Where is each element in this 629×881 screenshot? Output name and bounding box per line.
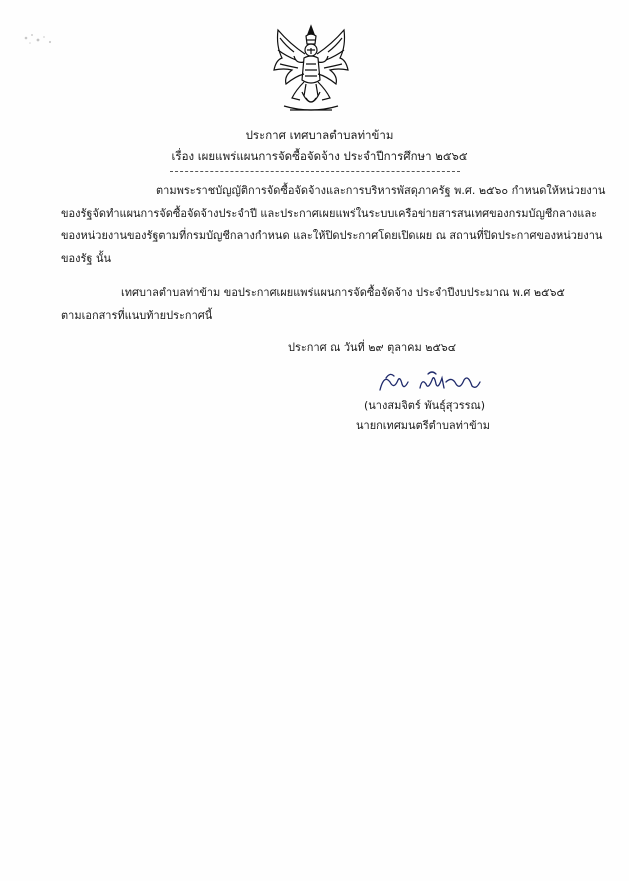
garuda-emblem-icon (270, 24, 352, 116)
signatory-position: นายกเทศมนตรีตำบลท่าข้าม (356, 419, 491, 432)
title-divider (170, 171, 460, 172)
announcement-date: ประกาศ ณ วันที่ ๒๙ ตุลาคม ๒๕๖๔ (288, 341, 457, 354)
paragraph-2-line: เทศบาลตำบลท่าข้าม ขอประกาศเผยแพร่แผนการจัดซื้อจัดจ้าง ประจำปีงบประมาณ พ.ศ ๒๕๖๕ (121, 286, 565, 299)
announcement-subject: เรื่อง เผยแพร่แผนการจัดซื้อจัดจ้าง ประจำปีการศึกษา ๒๕๖๕ (171, 149, 468, 163)
paragraph-1-line: ของหน่วยงานของรัฐตามที่กรมบัญชีกลางกำหนด และให้ปิดประกาศโดยเปิดเผย ณ สถานที่ปิดประกาศของหน่วยงาน (61, 229, 603, 242)
signatory-name: (นางสมจิตร์ พันธุ์สุวรรณ) (364, 399, 486, 412)
paragraph-1-line: ของรัฐจัดทำแผนการจัดซื้อจัดจ้างประจำปี และประกาศเผยแพร่ในระบบเครือข่ายสารสนเทศของกรมบัญชีกลางและ (61, 206, 597, 220)
paper-smudge (20, 28, 60, 50)
paragraph-1 (61, 180, 606, 270)
handwritten-signature (376, 368, 486, 398)
paragraph-2-line: ตามเอกสารที่แนบท้ายประกาศนี้ (61, 308, 213, 322)
announcement-title: ประกาศ เทศบาลตำบลท่าข้าม (245, 128, 394, 142)
paragraph-1-line: ตามพระราชบัญญัติการจัดซื้อจัดจ้างและการบริหารพัสดุภาครัฐ พ.ศ. ๒๕๖๐ กำหนดให้หน่วยงาน (156, 184, 606, 197)
paragraph-2 (61, 282, 591, 327)
paragraph-1-line: ของรัฐ นั้น (61, 251, 112, 265)
